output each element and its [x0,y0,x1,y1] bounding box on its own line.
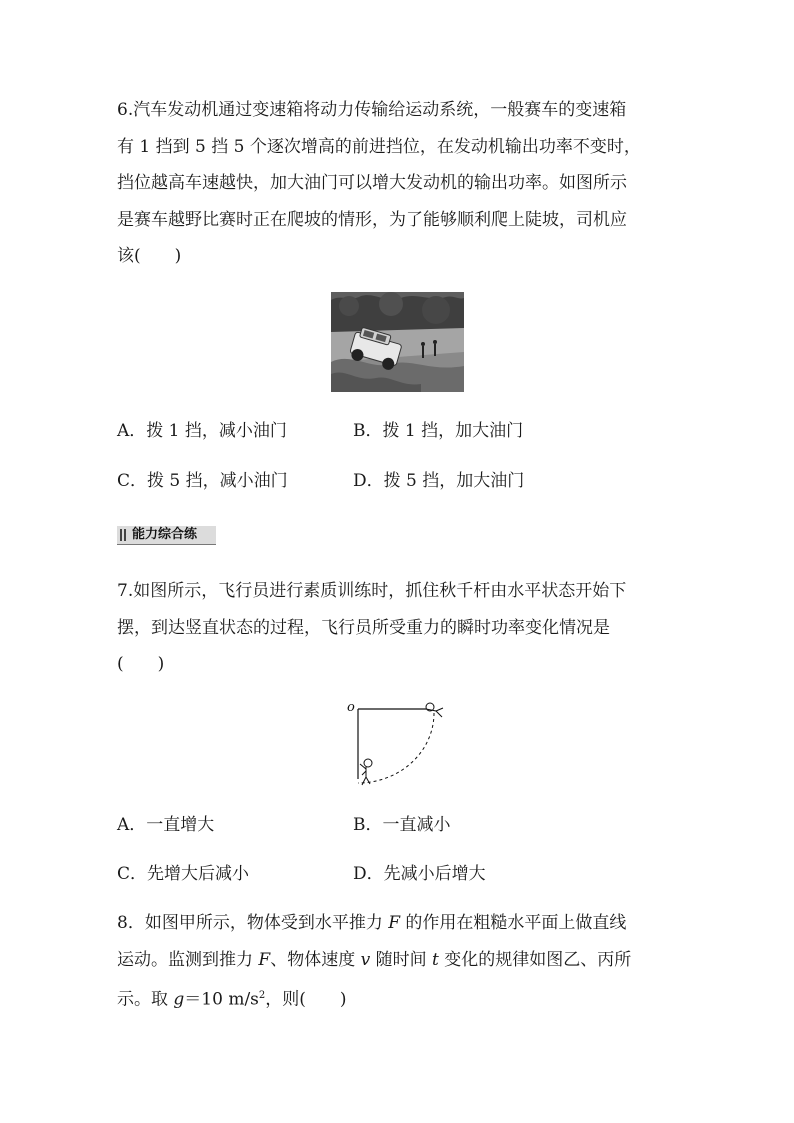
question-7-line: ( ) [117,654,165,674]
question-6-line: 挡位越高车速越快，加大油门可以增大发动机的输出功率。如图所示 [117,173,627,193]
option-a: A．拨 1 挡，减小油门 [117,421,287,441]
option-b: B．拨 1 挡，加大油门 [353,421,524,441]
option-c: C．拨 5 挡，减小油门 [117,471,288,491]
section-heading-label: 能力综合练 [132,527,198,542]
question-8-line: 运动。监测到推力 F、物体速度 v 随时间 t 变化的规律如图乙、丙所 [117,949,632,970]
question-6-line: 该( ) [117,246,182,266]
question-6-line: 是赛车越野比赛时正在爬坡的情形，为了能够顺利爬上陡坡，司机应 [117,209,627,230]
question-6-text [117,92,689,275]
question-6-line: 有 1 挡到 5 挡 5 个逐次增高的前进挡位，在发动机输出功率不变时， [117,136,641,157]
option-c: C．先增大后减小 [117,864,250,884]
offroad-car-photo [331,292,464,392]
option-a: A．一直增大 [117,815,215,835]
question-8-text [117,905,689,1018]
option-b: B．一直减小 [353,815,451,835]
question-7-line: 7.如图所示，飞行员进行素质训练时，抓住秋千杆由水平状态开始下 [117,581,627,601]
question-8-line: 示。取 g＝10 $m/s^2$，则( ) [117,989,347,1010]
question-8-line: 8．如图甲所示，物体受到水平推力 F 的作用在粗糙水平面上做直线 [117,913,627,933]
option-d: D．拨 5 挡，加大油门 [353,471,525,491]
question-7-text [117,573,689,683]
swing-diagram [342,697,452,789]
question-6-line: 6.汽车发动机通过变速箱将动力传输给运动系统，一般赛车的变速箱 [117,100,627,120]
section-bar-icon [120,529,126,541]
section-heading [117,526,216,545]
question-7-line: 摆，到达竖直状态的过程，飞行员所受重力的瞬时功率变化情况是 [117,617,610,638]
option-d: D．先减小后增大 [353,864,486,884]
pivot-label: o [347,700,355,715]
